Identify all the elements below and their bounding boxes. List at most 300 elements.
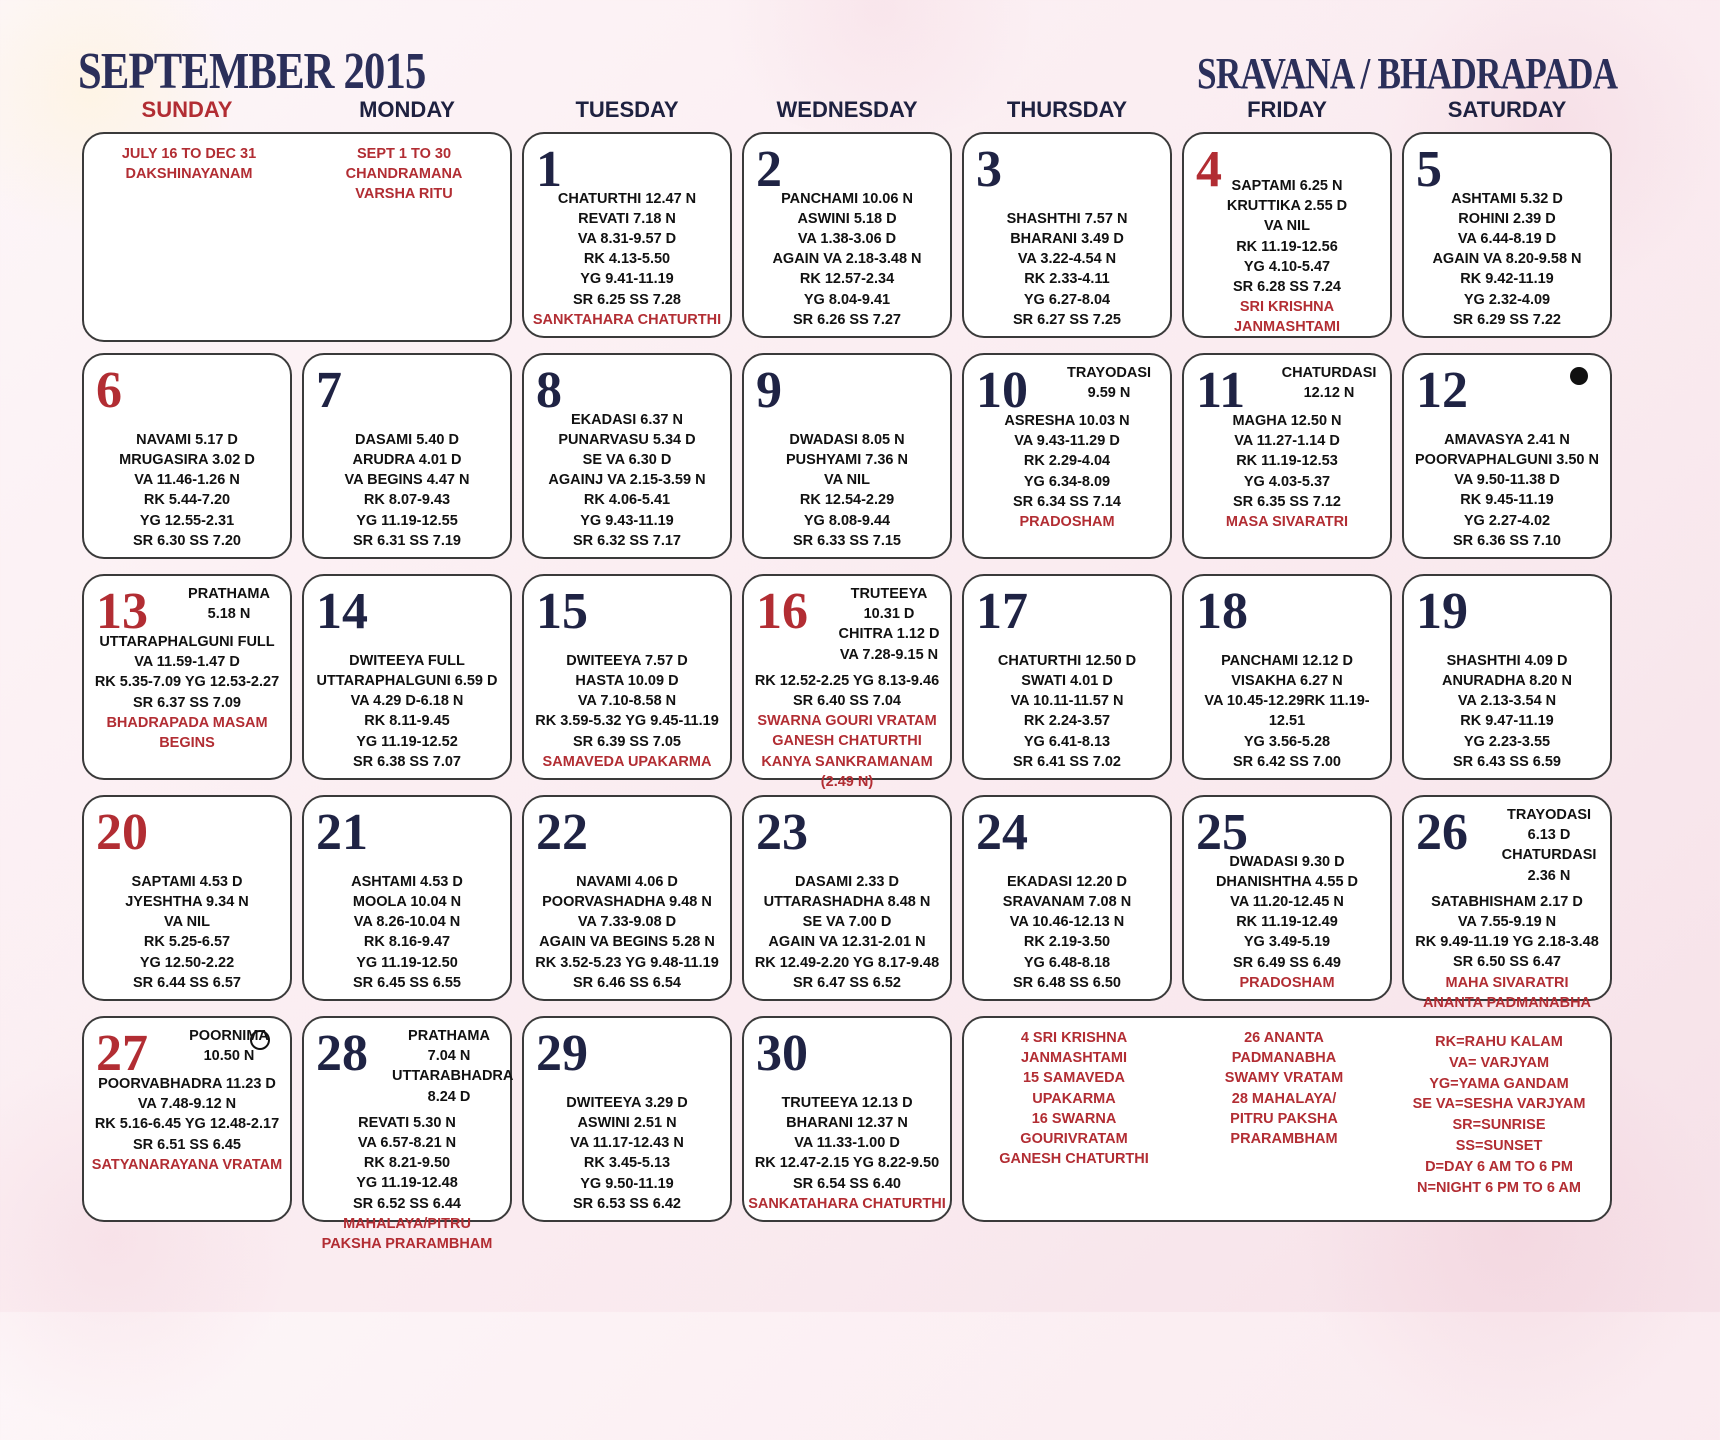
detail-line: DWITEEYA 7.57 D [566, 652, 688, 669]
detail-line: SHASHTHI 7.57 N [1006, 210, 1128, 227]
detail-line: YG 2.23-3.55 [1463, 733, 1551, 750]
detail-line: SAPTAMI 6.25 N [1231, 178, 1343, 194]
detail-line: ROHINI 2.39 D [1458, 210, 1556, 227]
detail-line: VA 2.13-3.54 N [1457, 693, 1557, 710]
detail-line: UTTARAPHALGUNI FULL [99, 634, 275, 650]
panchang-details [968, 209, 1166, 330]
detail-line: POORVAPHALGUNI 3.50 N [1415, 452, 1599, 468]
detail-line: VA 11.17-12.43 N [570, 1135, 684, 1152]
detail-line: MRUGASIRA 3.02 D [119, 452, 255, 468]
detail-line: SR 6.42 SS 7.00 [1232, 753, 1341, 770]
detail-line: RK 2.29-4.04 [1023, 453, 1111, 470]
detail-line: VA 4.29 D-6.18 N [350, 693, 464, 710]
detail-line: VA 8.31-9.57 D [577, 231, 677, 247]
day-cell-2 [742, 132, 952, 338]
panchang-details [308, 1113, 506, 1254]
day-cell-18 [1182, 574, 1392, 780]
detail-line: SR 6.38 SS 7.07 [352, 753, 461, 770]
day-cell-24 [962, 795, 1172, 1001]
corner-line: CHATURDASI [1281, 365, 1377, 381]
day-number: 8 [536, 362, 562, 419]
festival-note-line: 16 SWARNA [1031, 1110, 1117, 1127]
weekday-tuesday: TUESDAY [575, 97, 679, 122]
detail-line: AGAIN VA 2.18-3.48 N [772, 251, 922, 268]
detail-line: VA 9.50-11.38 D [1454, 472, 1560, 489]
festival-note-line: PADMANABHA [1231, 1050, 1337, 1067]
festival-event: SWARNA GOURI VRATAM [757, 713, 937, 730]
corner-line: TRAYODASI [1066, 365, 1152, 381]
tithi-corner [832, 584, 946, 665]
detail-line: YG 2.27-4.02 [1463, 512, 1551, 529]
weekday-sunday: SUNDAY [141, 97, 233, 122]
tithi-corner [392, 1026, 514, 1107]
day-number: 16 [756, 583, 808, 640]
detail-line: RK 4.13-5.50 [583, 251, 671, 268]
corner-line: 10.31 D [863, 606, 915, 623]
festival-notes-col1 [974, 1028, 1174, 1169]
detail-line: SATABHISHAM 2.17 D [1431, 893, 1583, 910]
day-number: 1 [536, 141, 562, 198]
festival-event: PRADOSHAM [1019, 514, 1115, 531]
festival-event: ANANTA PADMANABHA [1422, 994, 1592, 1011]
detail-line: RK 3.45-5.13 [583, 1155, 671, 1172]
detail-line: RK 11.19-12.53 [1236, 453, 1338, 470]
detail-line: VA 11.20-12.45 N [1230, 894, 1344, 910]
legend-line: N=NIGHT 6 PM TO 6 AM [1417, 1179, 1581, 1196]
panchang-details [748, 430, 946, 551]
detail-line: SWATI 4.01 D [1021, 673, 1113, 689]
day-cell-8 [522, 353, 732, 559]
detail-line: RK 8.16-9.47 [363, 934, 451, 951]
detail-line: VA 6.44-8.19 D [1457, 231, 1557, 247]
legend-line: SE VA=SESHA VARJYAM [1412, 1096, 1586, 1113]
day-number: 10 [976, 362, 1028, 419]
festival-note-line: PITRU PAKSHA [1230, 1110, 1338, 1127]
panchang-details [308, 872, 506, 993]
day-cell-21 [302, 795, 512, 1001]
detail-line: DWITEEYA FULL [349, 652, 465, 669]
detail-line: SR 6.37 SS 7.09 [132, 694, 241, 711]
detail-line: DWADASI 8.05 N [789, 431, 905, 448]
detail-line: RK 8.21-9.50 [363, 1155, 451, 1172]
detail-line: PUNARVASU 5.34 D [558, 431, 696, 448]
day-cell-29 [522, 1016, 732, 1222]
festival-event: GANESH CHATURTHI [772, 733, 922, 750]
day-number: 2 [756, 141, 782, 198]
detail-line: PANCHAMI 10.06 N [781, 190, 913, 207]
panchang-details [528, 1093, 726, 1214]
panchang-details [88, 872, 286, 993]
detail-line: BHARANI 3.49 D [1010, 231, 1124, 247]
detail-line: AMAVASYA 2.41 N [1444, 431, 1570, 448]
day-number: 12 [1416, 362, 1468, 419]
day-cell-6 [82, 353, 292, 559]
detail-line: ARUDRA 4.01 D [352, 452, 462, 468]
detail-line: REVATI 7.18 N [578, 210, 676, 227]
detail-line: RK 12.54-2.29 [799, 492, 895, 509]
detail-line: PANCHAMI 12.12 D [1221, 652, 1353, 669]
day-number: 30 [756, 1025, 808, 1082]
detail-line: BHARANI 12.37 N [786, 1115, 908, 1131]
corner-line: VA 7.28-9.15 N [839, 646, 939, 663]
festival-event: BEGINS [159, 735, 215, 752]
corner-line: 9.59 N [1087, 385, 1131, 402]
festival-event: MASA SIVARATRI [1225, 514, 1349, 531]
festival-note-line: GANESH CHATURTHI [999, 1151, 1149, 1168]
festival-event: PAKSHA PRARAMBHAM [321, 1236, 493, 1253]
day-cell-16 [742, 574, 952, 790]
panchang-details [528, 651, 726, 772]
day-cell-22 [522, 795, 732, 1001]
day-number: 22 [536, 804, 588, 861]
detail-line: SHASHTHI 4.09 D [1446, 652, 1568, 669]
festival-event: SAMAVEDA UPAKARMA [542, 753, 712, 770]
detail-line: YG 6.48-8.18 [1023, 954, 1111, 971]
detail-line: UTTARAPHALGUNI 6.59 D [316, 673, 498, 689]
day-number: 6 [96, 362, 122, 419]
detail-line: SAPTAMI 4.53 D [131, 873, 243, 890]
detail-line: DWADASI 9.30 D [1229, 853, 1345, 870]
detail-line: YG 8.04-9.41 [803, 291, 891, 308]
detail-line: ASWINI 5.18 D [797, 210, 897, 227]
abbreviation-legend [1394, 1032, 1604, 1198]
detail-line: VA 8.26-10.04 N [353, 914, 461, 931]
detail-line: VA 7.55-9.19 N [1457, 914, 1557, 930]
festival-note-line: JANMASHTAMI [1020, 1050, 1128, 1067]
detail-line: RK 3.52-5.23 YG 9.48-11.19 [535, 954, 719, 971]
detail-line: ANURADHA 8.20 N [1442, 673, 1572, 689]
detail-line: SR 6.43 SS 6.59 [1452, 753, 1561, 770]
detail-line: VA 7.10-8.58 N [577, 693, 677, 710]
detail-line: EKADASI 12.20 D [1006, 873, 1128, 890]
festival-event: KANYA SANKRAMANAM [761, 753, 933, 770]
day-cell-1 [522, 132, 732, 338]
panchang-details [748, 1093, 946, 1214]
detail-line: YG 6.27-8.04 [1023, 291, 1111, 308]
detail-line: ASHTAMI 5.32 D [1451, 190, 1563, 207]
detail-line: VA BEGINS 4.47 N [344, 472, 470, 489]
corner-line: 12.12 N [1303, 385, 1355, 402]
day-cell-9 [742, 353, 952, 559]
day-number: 24 [976, 804, 1028, 861]
weekday-saturday: SATURDAY [1447, 97, 1567, 122]
detail-line: RK 8.07-9.43 [363, 492, 451, 509]
detail-line: SE VA 7.00 D [802, 914, 892, 931]
panchang-details [88, 1074, 286, 1175]
detail-line: VA 7.48-9.12 N [137, 1096, 237, 1113]
detail-line: VA 11.27-1.14 D [1234, 433, 1340, 450]
detail-line: SR 6.30 SS 7.20 [132, 532, 241, 549]
detail-line: YG 9.50-11.19 [580, 1175, 674, 1192]
day-cell-14 [302, 574, 512, 780]
detail-line: SR 6.36 SS 7.10 [1452, 532, 1561, 549]
detail-line: AGAIN VA 8.20-9.58 N [1432, 251, 1582, 268]
panchang-details [968, 411, 1166, 532]
festival-event: JANMASHTAMI [1233, 319, 1341, 336]
tithi-corner [1272, 363, 1386, 403]
festival-event: MAHALAYA/PITRU [343, 1215, 471, 1232]
festival-event: SRI KRISHNA [1239, 299, 1335, 316]
corner-line: TRAYODASI [1506, 807, 1592, 823]
month-title: SEPTEMBER 2015 [78, 43, 426, 100]
detail-line: SR 6.29 SS 7.22 [1452, 311, 1561, 328]
festival-note-line: GOURIVRATAM [1020, 1131, 1128, 1148]
detail-line: RK 5.35-7.09 YG 12.53-2.27 [94, 674, 280, 691]
panchang-details [1188, 176, 1386, 338]
corner-line: PRATHAMA [188, 586, 270, 602]
detail-line: RK 12.52-2.25 YG 8.13-9.46 [754, 672, 940, 689]
detail-line: VA NIL [164, 914, 210, 931]
detail-line: VISAKHA 6.27 N [1231, 673, 1343, 689]
day-cell-19 [1402, 574, 1612, 780]
week1-intro-cell [82, 132, 512, 342]
festival-event: (2.49 N) [820, 773, 874, 790]
festival-note-line: UPAKARMA [1032, 1090, 1116, 1107]
detail-line: DHANISHTHA 4.55 D [1215, 873, 1359, 890]
day-cell-25 [1182, 795, 1392, 1001]
detail-line: MOOLA 10.04 N [352, 894, 462, 910]
notes-legend-cell [962, 1016, 1612, 1222]
day-number: 14 [316, 583, 368, 640]
corner-line: 8.24 D [427, 1088, 471, 1105]
festival-note-line: 4 SRI KRISHNA [1020, 1030, 1128, 1046]
festival-note-line: 15 SAMAVEDA [1022, 1070, 1126, 1087]
day-number: 20 [96, 804, 148, 861]
detail-line: REVATI 5.30 N [358, 1114, 456, 1131]
panchang-details [528, 410, 726, 551]
day-cell-15 [522, 574, 732, 780]
festival-note-line: SWAMY VRATAM [1224, 1070, 1344, 1087]
panchang-details [1188, 651, 1386, 772]
day-number: 13 [96, 583, 148, 640]
day-number: 29 [536, 1025, 588, 1082]
legend-line: SR=SUNRISE [1452, 1117, 1546, 1134]
detail-line: VA 10.46-12.13 N [1009, 914, 1125, 931]
detail-line: YG 4.03-5.37 [1243, 473, 1331, 490]
detail-line: VA 9.43-11.29 D [1014, 433, 1120, 450]
detail-line: RK 9.47-11.19 [1460, 713, 1554, 730]
detail-line: YG 12.50-2.22 [139, 954, 235, 971]
detail-line: ASHTAMI 4.53 D [351, 873, 463, 890]
detail-line: PUSHYAMI 7.36 N [786, 452, 908, 468]
detail-line: RK 4.06-5.41 [583, 492, 671, 509]
day-cell-11 [1182, 353, 1392, 559]
detail-line: SR 6.27 SS 7.25 [1012, 311, 1121, 328]
panchang-details [748, 189, 946, 330]
day-number: 11 [1196, 362, 1246, 419]
weekday-thursday: THURSDAY [1006, 97, 1128, 122]
detail-line: KRUTTIKA 2.55 D [1226, 198, 1348, 215]
corner-line: UTTARABHADRA [392, 1068, 514, 1085]
day-cell-30 [742, 1016, 952, 1222]
detail-line: YG 6.41-8.13 [1023, 733, 1111, 750]
detail-line: POORVABHADRA 11.23 D [98, 1076, 276, 1092]
detail-line: UTTARASHADHA 8.48 N [763, 894, 931, 910]
festival-event: SANKATAHARA CHATURTHI [748, 1195, 946, 1212]
day-cell-13 [82, 574, 292, 780]
weekday-friday: FRIDAY [1247, 97, 1327, 122]
detail-line: VA NIL [1264, 218, 1310, 235]
detail-line: VA 11.46-1.26 N [134, 472, 240, 489]
detail-line: RK 12.49-2.20 YG 8.17-9.48 [754, 954, 940, 971]
detail-line: NAVAMI 5.17 D [136, 431, 238, 448]
corner-line: 5.18 N [207, 606, 251, 623]
hindu-month-title: SRAVANA / BHADRAPADA [1196, 49, 1617, 98]
dakshinayanam-note: JULY 16 TO DEC 31 DAKSHINAYANAM [121, 146, 257, 183]
detail-line: VA 10.11-11.57 N [1010, 693, 1124, 710]
festival-event: BHADRAPADA MASAM [106, 714, 268, 731]
detail-line: DASAMI 5.40 D [355, 431, 459, 448]
panchang-details [1408, 189, 1606, 330]
day-cell-20 [82, 795, 292, 1001]
detail-line: HASTA 10.09 D [575, 673, 679, 689]
day-cell-28 [302, 1016, 514, 1253]
detail-line: SR 6.39 SS 7.05 [572, 733, 681, 750]
day-number: 26 [1416, 804, 1468, 861]
detail-line: MAGHA 12.50 N [1232, 413, 1342, 429]
panchang-details [1188, 411, 1386, 532]
detail-line: SR 6.52 SS 6.44 [352, 1195, 461, 1212]
detail-line: RK 5.16-6.45 YG 12.48-2.17 [94, 1116, 280, 1133]
detail-line: SR 6.32 SS 7.17 [572, 532, 681, 549]
day-cell-17 [962, 574, 1172, 780]
day-number: 19 [1416, 583, 1468, 640]
detail-line: CHATURTHI 12.50 D [997, 652, 1137, 669]
corner-line: 7.04 N [427, 1048, 471, 1065]
detail-line: VA 10.45-12.29RK 11.19- [1204, 693, 1370, 710]
detail-line: SR 6.40 SS 7.04 [792, 693, 901, 709]
corner-line: CHITRA 1.12 D [838, 626, 940, 643]
day-number: 7 [316, 362, 342, 419]
detail-line: RK 12.57-2.34 [799, 271, 895, 288]
detail-line: SR 6.49 SS 6.49 [1232, 954, 1341, 971]
corner-line: POORNIMA [189, 1028, 269, 1044]
day-cell-27 [82, 1016, 292, 1222]
day-number: 25 [1196, 804, 1248, 861]
legend-line: VA= VARJYAM [1448, 1054, 1550, 1071]
panchang-details [308, 651, 506, 772]
festival-event: MAHA SIVARATRI [1445, 974, 1569, 991]
detail-line: VA 7.33-9.08 D [577, 914, 677, 931]
tithi-corner [172, 1026, 286, 1066]
tithi-corner [172, 584, 286, 624]
panchang-details [968, 872, 1166, 993]
corner-line: CHATURDASI [1501, 847, 1597, 864]
detail-line: SR 6.33 SS 7.15 [792, 532, 901, 549]
detail-line: SR 6.47 SS 6.52 [792, 974, 901, 991]
detail-line: YG 11.19-12.48 [356, 1175, 458, 1192]
detail-line: DWITEEYA 3.29 D [566, 1094, 688, 1111]
legend-line: RK=RAHU KALAM [1435, 1034, 1563, 1050]
panchang-details [88, 430, 286, 551]
detail-line: SR 6.31 SS 7.19 [352, 532, 461, 549]
detail-line: YG 11.19-12.55 [356, 512, 458, 529]
detail-line: EKADASI 6.37 N [570, 411, 683, 428]
detail-line: SR 6.26 SS 7.27 [792, 311, 901, 328]
new-moon-icon [1570, 367, 1588, 385]
detail-line: RK 11.19-12.56 [1236, 238, 1338, 255]
day-number: 15 [536, 583, 588, 640]
detail-line: SR 6.41 SS 7.02 [1012, 753, 1121, 770]
detail-line: YG 3.49-5.19 [1243, 934, 1331, 951]
detail-line: 12.51 [1268, 713, 1306, 730]
detail-line: ASWINI 2.51 N [577, 1115, 677, 1131]
day-number: 21 [316, 804, 368, 861]
detail-line: VA 1.38-3.06 D [797, 231, 897, 247]
day-cell-4 [1182, 132, 1392, 338]
day-number: 5 [1416, 141, 1442, 198]
panchang-details [748, 671, 946, 792]
panchang-details [528, 872, 726, 993]
detail-line: VA 11.33-1.00 D [794, 1135, 900, 1152]
day-cell-7 [302, 353, 512, 559]
detail-line: SR 6.28 SS 7.24 [1232, 279, 1341, 296]
detail-line: YG 11.19-12.50 [356, 954, 458, 971]
detail-line: RK 9.49-11.19 YG 2.18-3.48 [1415, 934, 1599, 951]
day-number: 3 [976, 141, 1002, 198]
detail-line: RK 8.11-9.45 [364, 713, 450, 730]
detail-line: SR 6.51 SS 6.45 [132, 1136, 241, 1153]
festival-note-line: 26 ANANTA [1244, 1030, 1324, 1046]
festival-event: SANKTAHARA CHATURTHI [532, 311, 722, 328]
detail-line: SR 6.53 SS 6.42 [572, 1195, 681, 1212]
detail-line: SR 6.25 SS 7.28 [572, 291, 681, 308]
detail-line: YG 11.19-12.52 [356, 733, 458, 750]
day-number: 27 [96, 1025, 148, 1082]
corner-line: TRUTEEYA [850, 586, 928, 602]
detail-line: RK 5.44-7.20 [143, 492, 231, 509]
panchang-details [968, 651, 1166, 772]
detail-line: VA NIL [824, 472, 870, 489]
panchang-details [748, 872, 946, 993]
tithi-corner [1492, 805, 1606, 886]
detail-line: ASRESHA 10.03 N [1004, 413, 1130, 429]
day-number: 17 [976, 583, 1028, 640]
weekday-monday: MONDAY [359, 97, 455, 122]
detail-line: CHATURTHI 12.47 N [557, 190, 697, 207]
detail-line: RK 5.25-6.57 [143, 934, 231, 951]
day-cell-5 [1402, 132, 1612, 338]
detail-line: JYESHTHA 9.34 N [125, 894, 249, 910]
detail-line: SRAVANAM 7.08 N [1002, 894, 1132, 910]
day-number: 9 [756, 362, 782, 419]
festival-event: PRADOSHAM [1239, 974, 1335, 991]
detail-line: YG 6.34-8.09 [1023, 473, 1111, 490]
day-number: 28 [316, 1025, 368, 1082]
detail-line: YG 4.10-5.47 [1243, 258, 1331, 275]
day-number: 4 [1196, 141, 1222, 198]
detail-line: RK 11.19-12.49 [1236, 914, 1338, 931]
detail-line: SR 6.44 SS 6.57 [132, 974, 241, 991]
detail-line: SR 6.35 SS 7.12 [1232, 493, 1341, 510]
detail-line: VA 11.59-1.47 D [134, 654, 240, 671]
day-cell-23 [742, 795, 952, 1001]
panchang-details [308, 430, 506, 551]
detail-line: YG 12.55-2.31 [139, 512, 235, 529]
day-cell-12 [1402, 353, 1612, 559]
panchang-details [1188, 852, 1386, 993]
detail-line: TRUTEEYA 12.13 D [781, 1094, 913, 1111]
detail-line: RK 12.47-2.15 YG 8.22-9.50 [754, 1155, 940, 1172]
legend-line: YG=YAMA GANDAM [1429, 1075, 1569, 1092]
detail-line: VA 6.57-8.21 N [357, 1135, 457, 1151]
detail-line: YG 9.43-11.19 [580, 512, 674, 529]
detail-line: SR 6.34 SS 7.14 [1012, 493, 1121, 510]
day-cell-26 [1402, 795, 1612, 1011]
day-cell-10 [962, 353, 1172, 559]
tithi-corner [1052, 363, 1166, 403]
detail-line: DASAMI 2.33 D [795, 873, 899, 890]
